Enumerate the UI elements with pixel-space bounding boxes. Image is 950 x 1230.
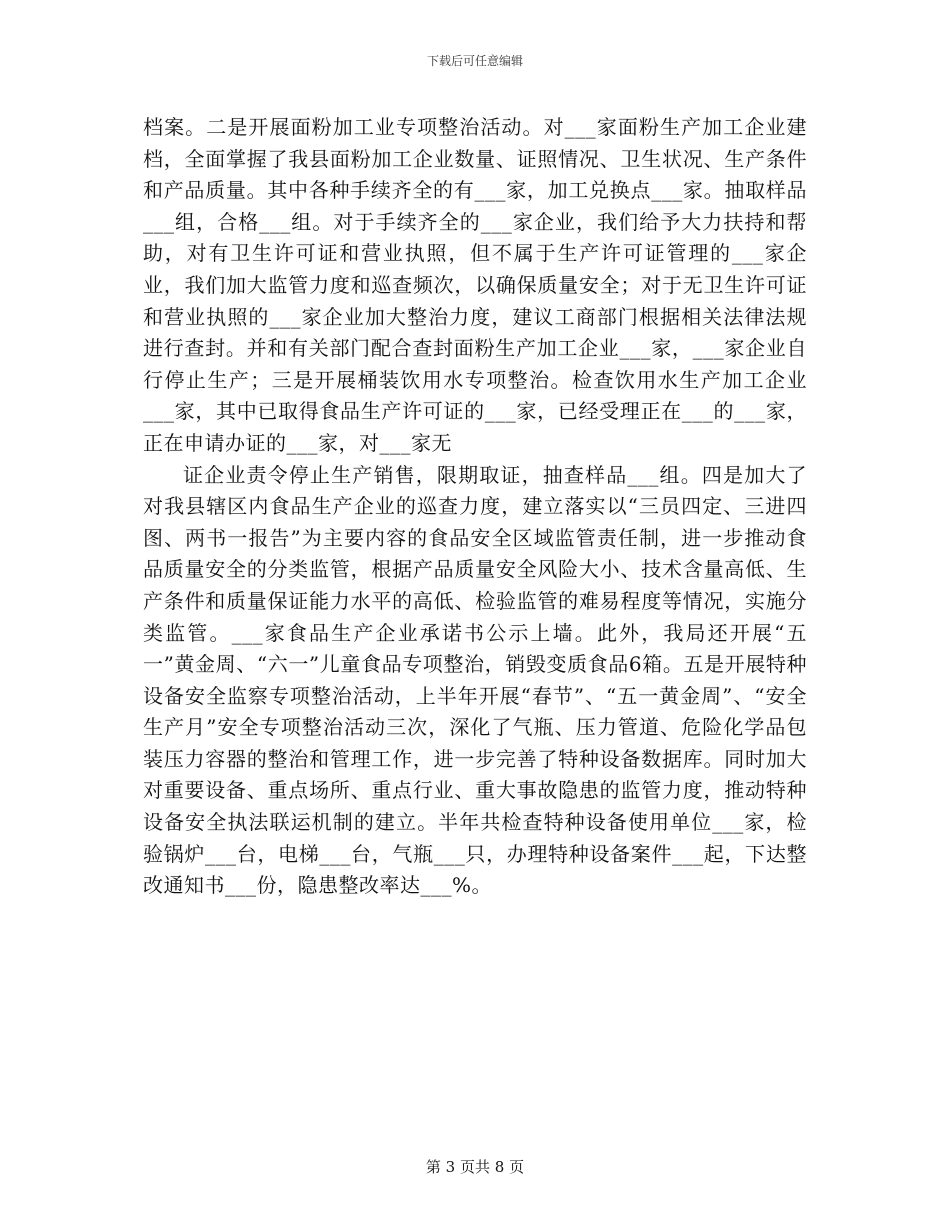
page-header: 下载后可任意编辑	[426, 54, 523, 68]
page-number: 第 3 页共 8 页	[425, 1158, 525, 1176]
document-body	[143, 112, 807, 902]
paragraph: 证企业责令停止生产销售，限期取证，抽查样品___组。四是加大了对我县辖区内食品生产企业的巡查力度，建立落实以“三员四定、三进四图、两书一报告”为主要内容的食品安全区域监管责任制，进一步推动食品质量安全的分类监管，根据产品质量安全风险大小、技术含量高低、生产条件和质量保证能力水平的高低、检验监管的难易程度等情况，实施分类监管。___家食品生产企业承诺书公示上墙。此外，我局还开展“五一”黄金周、“六一”儿童食品专项整治，销毁变质食品6箱。五是开展特种设备安全监察专项整治活动，上半年开展“春节”、“五一黄金周”、“安全生产月”安全专项整治活动三次，深化了气瓶、压力管道、危险化学品包装压力容器的整治和管理工作，进一步完善了特种设备数据库。同时加大对重要设备、重点场所、重点行业、重大事故隐患的监管力度，推动特种设备安全执法联运机制的建立。半年共检查特种设备使用单位___家，检验锅炉___台，电梯___台，气瓶___只，办理特种设备案件___起，下达整改通知书___份，隐患整改率达___%。	[143, 462, 807, 898]
paragraph-continued: 档案。二是开展面粉加工业专项整治活动。对___家面粉生产加工企业建档，全面掌握了我县面粉加工企业数量、证照情况、卫生状况、生产条件和产品质量。其中各种手续齐全的有___家，加工兑换点___家。抽取样品___组，合格___组。对于手续齐全的___家企业，我们给予大力扶持和帮助，对有卫生许可证和营业执照，但不属于生产许可证管理的___家企业，我们加大监管力度和巡查频次，以确保质量安全；对于无卫生许可证和营业执照的___家企业加大整治力度，建议工商部门根据相关法律法规进行查封。并和有关部门配合查封面粉生产加工企业___家，___家企业自行停止生产；三是开展桶装饮用水专项整治。检查饮用水生产加工企业___家，其中已取得食品生产许可证的___家，已经受理正在___的___家，正在申请办证的___家，对___家无	[143, 115, 807, 455]
